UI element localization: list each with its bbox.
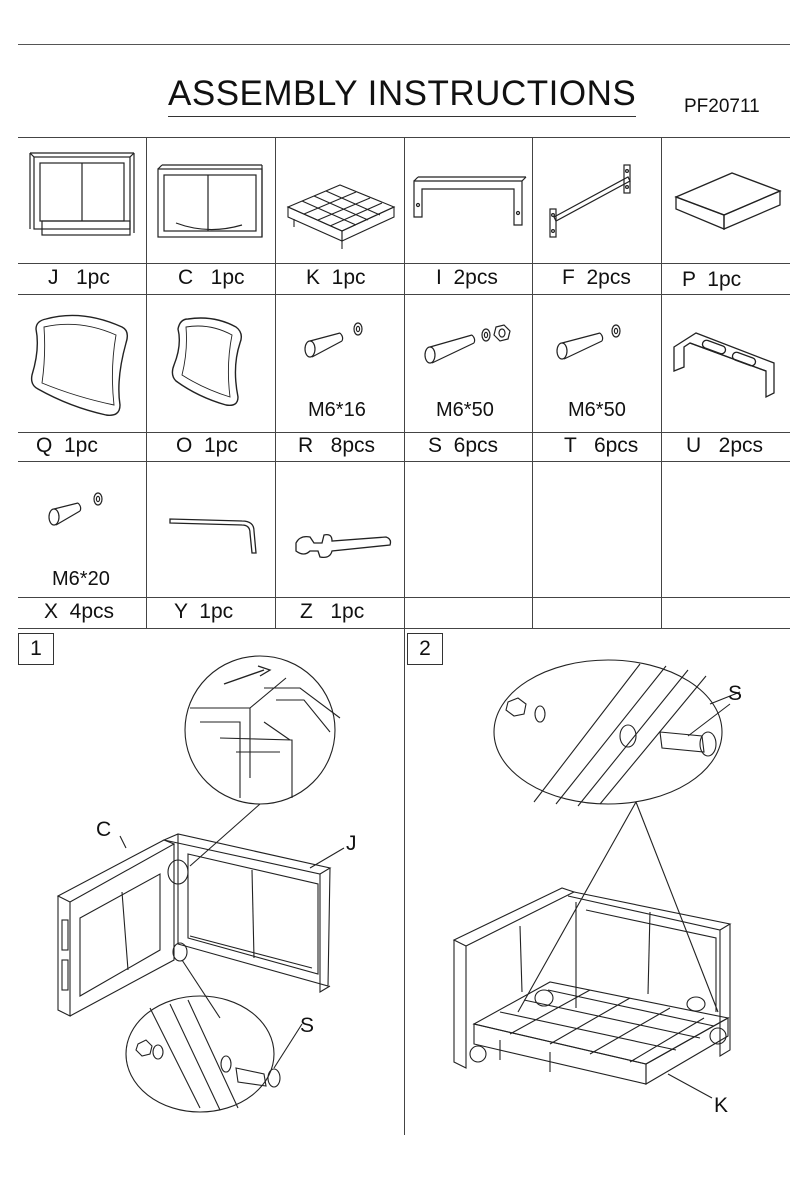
brace-bar-icon: [540, 161, 650, 247]
callout-k: K: [714, 1094, 729, 1117]
part-label: Z 1pc: [300, 600, 365, 623]
parts-table: [18, 137, 790, 629]
part-label: J 1pc: [48, 266, 110, 289]
step-divider: [404, 629, 405, 1135]
back-cushion-icon: [30, 309, 136, 419]
part-size: M6*20: [52, 568, 110, 590]
step-number: 2: [407, 633, 443, 665]
slat-base-icon: [284, 181, 398, 251]
table-rule: [275, 137, 276, 629]
part-label: Q 1pc: [36, 434, 98, 457]
step-number: 1: [18, 633, 54, 665]
step-2-diagram: [440, 652, 790, 1122]
top-rule: [18, 44, 790, 45]
leg-bracket-icon: [410, 175, 528, 235]
seat-cushion-icon: [672, 167, 784, 237]
callout-c: C: [96, 818, 112, 841]
part-label: R 8pcs: [298, 434, 376, 457]
part-label: X 4pcs: [44, 600, 115, 623]
step-1-diagram: [40, 648, 390, 1118]
u-bracket-icon: [666, 327, 782, 401]
part-label: S 6pcs: [428, 434, 499, 457]
part-label: P 1pc: [682, 268, 742, 291]
part-label: I 2pcs: [436, 266, 498, 289]
bolt-icon: [554, 321, 634, 361]
part-label: K 1pc: [306, 266, 366, 289]
bolt-icon: [46, 487, 116, 527]
part-label: U 2pcs: [686, 434, 764, 457]
page-title: ASSEMBLY INSTRUCTIONS: [168, 74, 636, 117]
wrench-icon: [294, 529, 394, 565]
table-rule: [404, 137, 405, 629]
callout-s: S: [728, 682, 743, 705]
part-size: M6*16: [308, 399, 366, 421]
part-label: T 6pcs: [564, 434, 639, 457]
model-code: PF20711: [684, 96, 760, 117]
callout-s: S: [300, 1014, 315, 1037]
part-label: O 1pc: [176, 434, 238, 457]
table-rule: [661, 137, 662, 629]
bolt-icon: [302, 319, 372, 359]
allen-key-icon: [168, 519, 260, 559]
part-label: Y 1pc: [174, 600, 234, 623]
side-frame-icon: [156, 163, 266, 247]
bolt-nut-icon: [422, 321, 518, 365]
part-size: M6*50: [436, 399, 494, 421]
part-label: F 2pcs: [562, 266, 631, 289]
part-size: M6*50: [568, 399, 626, 421]
small-cushion-icon: [170, 313, 252, 413]
back-frame-icon: [28, 153, 138, 243]
table-rule: [146, 137, 147, 629]
part-label: C 1pc: [178, 266, 245, 289]
table-rule: [532, 137, 533, 629]
callout-j: J: [346, 832, 357, 855]
